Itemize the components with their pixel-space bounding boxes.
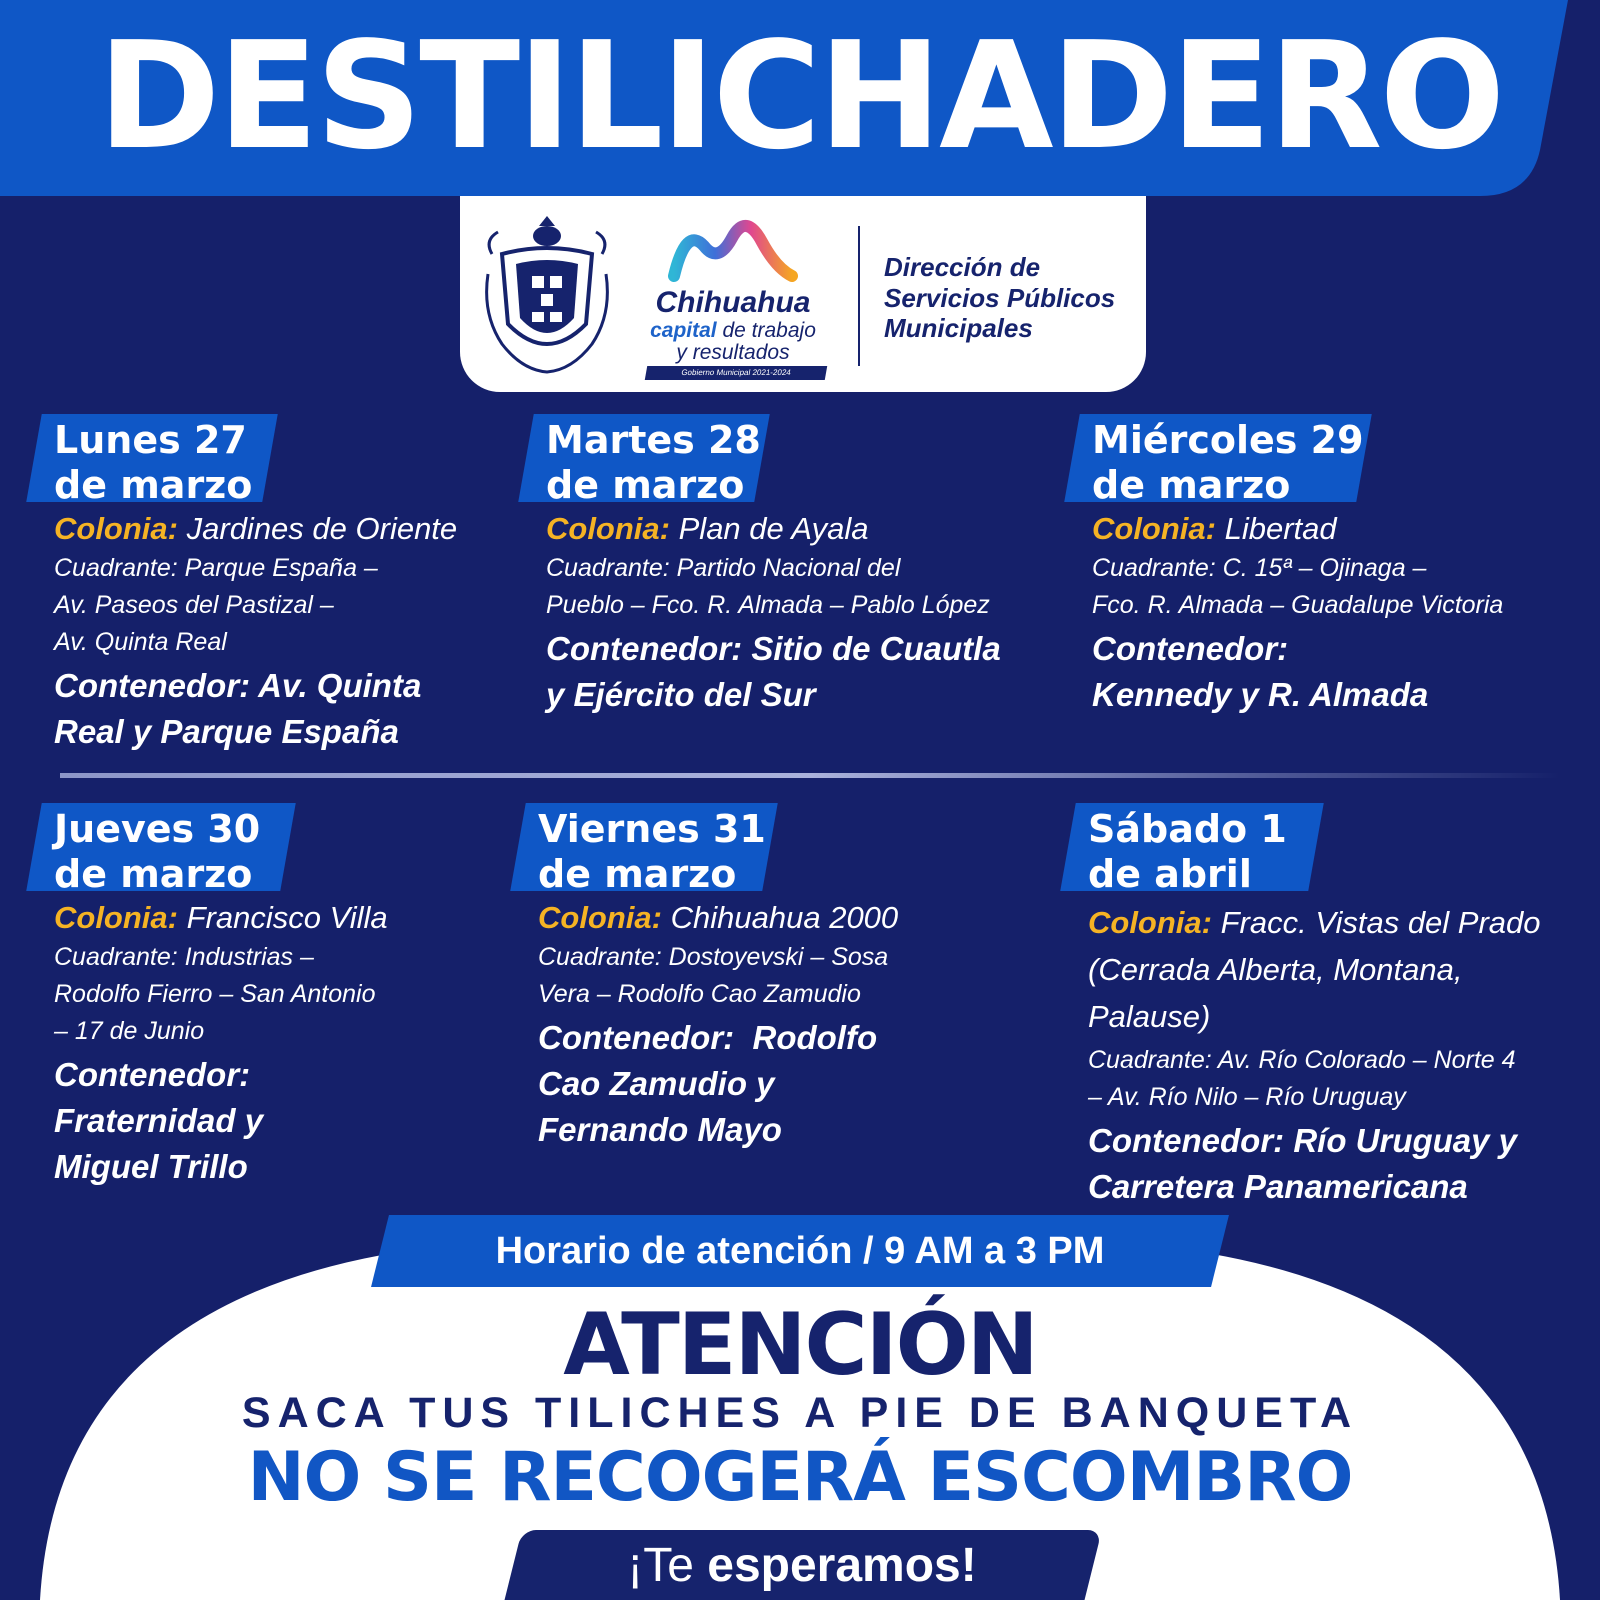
- colonia-label: Colonia:: [546, 511, 670, 546]
- colonia-line: [546, 510, 1036, 548]
- day-title: Jueves 30 de marzo: [54, 807, 261, 896]
- row-divider: [60, 773, 1560, 778]
- contenedor-line: Fernando Mayo: [538, 1111, 782, 1148]
- notice-heading: ATENCIÓN: [563, 1295, 1037, 1395]
- brand-tagline-rest: de trabajo: [716, 319, 816, 342]
- contenedor-line: y Ejército del Sur: [546, 676, 816, 713]
- coat-of-arms-logo: [482, 214, 612, 374]
- contenedor-label: Contenedor:: [54, 667, 251, 704]
- contenedor-line: Real y Parque España: [54, 713, 399, 750]
- contenedor-line: Kennedy y R. Almada: [1092, 676, 1429, 713]
- cuadrante-line: Cuadrante: C. 15ª – Ojinaga –: [1092, 554, 1427, 582]
- contenedor-label: Contenedor:: [1088, 1122, 1285, 1159]
- cuadrante-text: [54, 939, 544, 1050]
- logo-panel: [460, 196, 1146, 392]
- colonia-line: [538, 899, 1028, 937]
- day-title: Martes 28 de marzo: [546, 418, 761, 507]
- brand-logo: [628, 216, 838, 376]
- colonia-value: Fracc. Vistas del Prado: [1220, 905, 1541, 940]
- cuadrante-line: Rodolfo Fierro – San Antonio: [54, 980, 376, 1008]
- colonia-value: Francisco Villa: [186, 900, 388, 935]
- colonia-line: [54, 899, 544, 937]
- day-details: [546, 510, 1036, 718]
- cuadrante-line: Cuadrante: Partido Nacional del: [546, 554, 901, 582]
- cuadrante-text: [546, 550, 1036, 624]
- notice-line-1: SACA TUS TILICHES A PIE DE BANQUETA: [241, 1389, 1359, 1437]
- day-details: [54, 899, 544, 1190]
- colonia-line: [1088, 899, 1600, 946]
- contenedor-text: [54, 1052, 544, 1190]
- contenedor-label: Contenedor:: [546, 630, 743, 667]
- cuadrante-line: Av. Paseos del Pastizal –: [54, 591, 334, 619]
- closing-text-bold: esperamos!: [707, 1539, 977, 1592]
- colonia-label: Colonia:: [54, 511, 178, 546]
- day-details: [1088, 899, 1600, 1210]
- cuadrante-line: Cuadrante: Av. Río Colorado – Norte 4: [1088, 1046, 1516, 1074]
- brand-strip: Gobierno Municipal 2021-2024: [645, 366, 827, 380]
- colonia-line: [54, 510, 544, 548]
- contenedor-line: Sitio de Cuautla: [742, 630, 1001, 667]
- contenedor-line: Fraternidad y: [54, 1102, 264, 1139]
- colonia-value: Chihuahua 2000: [670, 900, 899, 935]
- cuadrante-line: Pueblo – Fco. R. Almada – Pablo López: [546, 591, 990, 619]
- brand-name: Chihuahua: [655, 286, 811, 319]
- cuadrante-text: [538, 939, 1028, 1013]
- colonia-extra-line: Palause): [1088, 999, 1211, 1034]
- day-details: [538, 899, 1028, 1153]
- contenedor-line: Rodolfo: [734, 1019, 878, 1056]
- contenedor-text: [1088, 1118, 1600, 1210]
- cuadrante-text: [1088, 1042, 1600, 1116]
- title-banner: [0, 0, 1600, 196]
- day-details: [1092, 510, 1582, 718]
- wave-logo-icon: [668, 216, 798, 286]
- contenedor-text: [538, 1015, 1028, 1153]
- day-details: [54, 510, 544, 755]
- cuadrante-line: Cuadrante: Dostoyevski – Sosa: [538, 943, 889, 971]
- contenedor-label: Contenedor:: [538, 1019, 735, 1056]
- day-title: Sábado 1 de abril: [1088, 807, 1287, 896]
- brand-tagline-line2: y resultados: [676, 341, 790, 365]
- contenedor-text: [546, 626, 1036, 718]
- department-name: [884, 252, 1134, 344]
- brand-tagline: [628, 320, 838, 364]
- cuadrante-line: Cuadrante: Parque España –: [54, 554, 378, 582]
- page-title: DESTILICHADERO: [97, 10, 1503, 182]
- contenedor-line: Cao Zamudio y: [538, 1065, 775, 1102]
- colonia-value: Plan de Ayala: [678, 511, 869, 546]
- cuadrante-text: [54, 550, 544, 661]
- contenedor-line: Carretera Panamericana: [1088, 1168, 1468, 1205]
- contenedor-line: Río Uruguay y: [1284, 1122, 1518, 1159]
- department-line-1: Dirección de: [884, 252, 1041, 282]
- day-title: Miércoles 29 de marzo: [1092, 418, 1364, 507]
- colonia-value: Libertad: [1224, 511, 1337, 546]
- contenedor-label: Contenedor:: [1092, 630, 1289, 667]
- colonia-label: Colonia:: [1088, 905, 1212, 940]
- contenedor-line: Miguel Trillo: [54, 1148, 248, 1185]
- department-line-2: Servicios Públicos: [884, 282, 1116, 313]
- day-title: Viernes 31 de marzo: [538, 807, 766, 896]
- closing-text: [512, 1536, 1092, 1596]
- logo-divider: [858, 226, 860, 366]
- contenedor-line: Av. Quinta: [250, 667, 422, 704]
- colonia-extra-line: (Cerrada Alberta, Montana,: [1088, 952, 1463, 987]
- colonia-line: [1092, 510, 1582, 548]
- department-line-3: Municipales: [884, 313, 1033, 344]
- contenedor-label: Contenedor:: [54, 1056, 251, 1093]
- day-title: Lunes 27 de marzo: [54, 418, 253, 507]
- cuadrante-text: [1092, 550, 1582, 624]
- contenedor-text: [1092, 626, 1582, 718]
- cuadrante-line: Vera – Rodolfo Cao Zamudio: [538, 980, 861, 1008]
- closing-text-pre: ¡Te: [627, 1539, 708, 1592]
- schedule-banner: [380, 1215, 1220, 1287]
- colonia-value: Jardines de Oriente: [186, 511, 458, 546]
- cuadrante-line: Av. Quinta Real: [54, 628, 227, 656]
- colonia-label: Colonia:: [54, 900, 178, 935]
- cuadrante-line: Cuadrante: Industrias –: [54, 943, 314, 971]
- notice-line-2: NO SE RECOGERÁ ESCOMBRO: [247, 1438, 1353, 1517]
- closing-banner: [512, 1530, 1092, 1600]
- colonia-label: Colonia:: [538, 900, 662, 935]
- contenedor-text: [54, 663, 544, 755]
- cuadrante-line: – Av. Río Nilo – Río Uruguay: [1088, 1083, 1406, 1111]
- colonia-label: Colonia:: [1092, 511, 1216, 546]
- schedule-text: Horario de atención / 9 AM a 3 PM: [495, 1230, 1105, 1272]
- cuadrante-line: – 17 de Junio: [54, 1017, 205, 1045]
- brand-tagline-highlight: capital: [650, 319, 717, 342]
- cuadrante-line: Fco. R. Almada – Guadalupe Victoria: [1092, 591, 1504, 619]
